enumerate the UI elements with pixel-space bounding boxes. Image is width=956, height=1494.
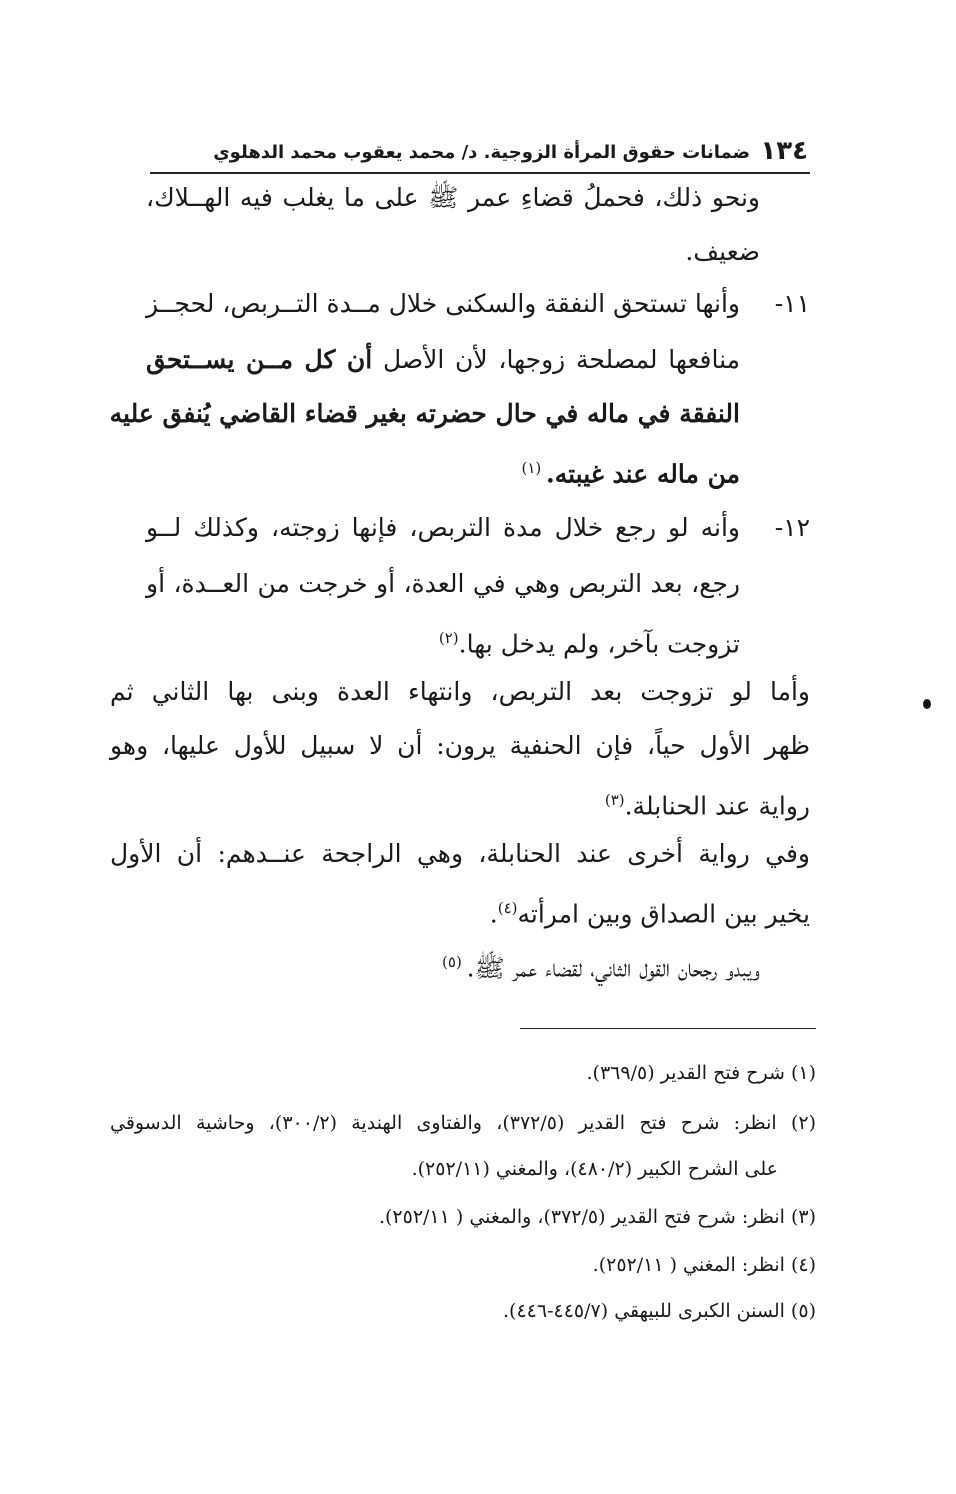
item-number: ١٢- <box>774 513 810 542</box>
footnote: على الشرح الكبير (٤٨٠/٢)، والمغني (٢٥٢/١١). <box>411 1158 778 1180</box>
body-line: وأنها تستحق النفقة والسكنى خلال مــدة التــربص، لحجــز <box>146 289 740 318</box>
body-line: ضعيف. <box>685 237 760 266</box>
page-header <box>150 136 810 170</box>
running-title: ضمانات حقوق المرأة الزوجية. د/ محمد يعقوب محمد الدهلوي <box>213 142 750 163</box>
footnote-ref: (٢) <box>438 629 459 647</box>
body-line: وأما لو تزوجت بعد التربص، وانتهاء العدة وبنى بها الثاني ثم <box>110 677 810 706</box>
page-number: ١٣٤ <box>760 136 808 166</box>
footnote-rule <box>520 1028 816 1029</box>
body-line: تزوجت بآخر، ولم يدخل بها.$^{(٢)}$ <box>438 629 740 659</box>
footnote-ref: (٤) <box>497 899 518 917</box>
body-line: منافعها لمصلحة زوجها، لأن الأصل أن كل مــن يســتحق <box>146 345 741 374</box>
body-line: رواية عند الحنابلة.$^{(٣)}$ <box>604 791 810 821</box>
footnote: (٢) انظر: شرح فتح القدير (٣٧٢/٥)، والفتاوى الهندية (٣٠٠/٢)، وحاشية الدسوقي <box>110 1112 816 1134</box>
header-rule <box>150 172 810 174</box>
body-line: وفي رواية أخرى عند الحنابلة، وهي الراجحة عنــدهم: أن الأول <box>110 839 810 868</box>
body-line: من ماله عند غيبته. $^{(١)}$ <box>521 459 740 489</box>
bold-line: النفقة في ماله في حال حضرته بغير قضاء القاضي يُنفق عليه <box>109 399 740 428</box>
body-line: يخير بين الصداق وبين امرأته$^{(٤)}$. <box>489 899 810 929</box>
body-line: ظهر الأول حياً، فإن الحنفية يرون: أن لا سبيل للأول عليها، وهو <box>110 731 810 760</box>
body-line: ويبدو رجحان القول الثاني، لقضاء عمر ﷺ. $^{(٥)}$ <box>442 953 760 983</box>
footnote-ref: (٣) <box>604 791 625 809</box>
body-line: رجع، بعد التربص وهي في العدة، أو خرجت من العــدة، أو <box>146 569 740 598</box>
footnote-ref: (١) <box>521 459 547 477</box>
item-number: ١١- <box>774 289 810 318</box>
footnote-ref: (٥) <box>442 953 467 971</box>
body-line: ونحو ذلك، فحملُ قضاءِ عمر ﷺ على ما يغلب فيه الهــلاك، <box>146 183 760 212</box>
footnote: (٣) انظر: شرح فتح القدير (٣٧٢/٥)، والمغني ( ٢٥٢/١١). <box>378 1206 816 1228</box>
scan-mark <box>923 699 931 709</box>
body-line: وأنه لو رجع خلال مدة التربص، فإنها زوجته، وكذلك لــو <box>146 513 740 542</box>
footnote: (١) شرح فتح القدير (٣٦٩/٥). <box>586 1062 816 1084</box>
footnote: (٤) انظر: المغني ( ٢٥٢/١١). <box>592 1254 816 1276</box>
footnote: (٥) السنن الكبرى للبيهقي (٤٤٥/٧-٤٤٦). <box>503 1300 816 1322</box>
